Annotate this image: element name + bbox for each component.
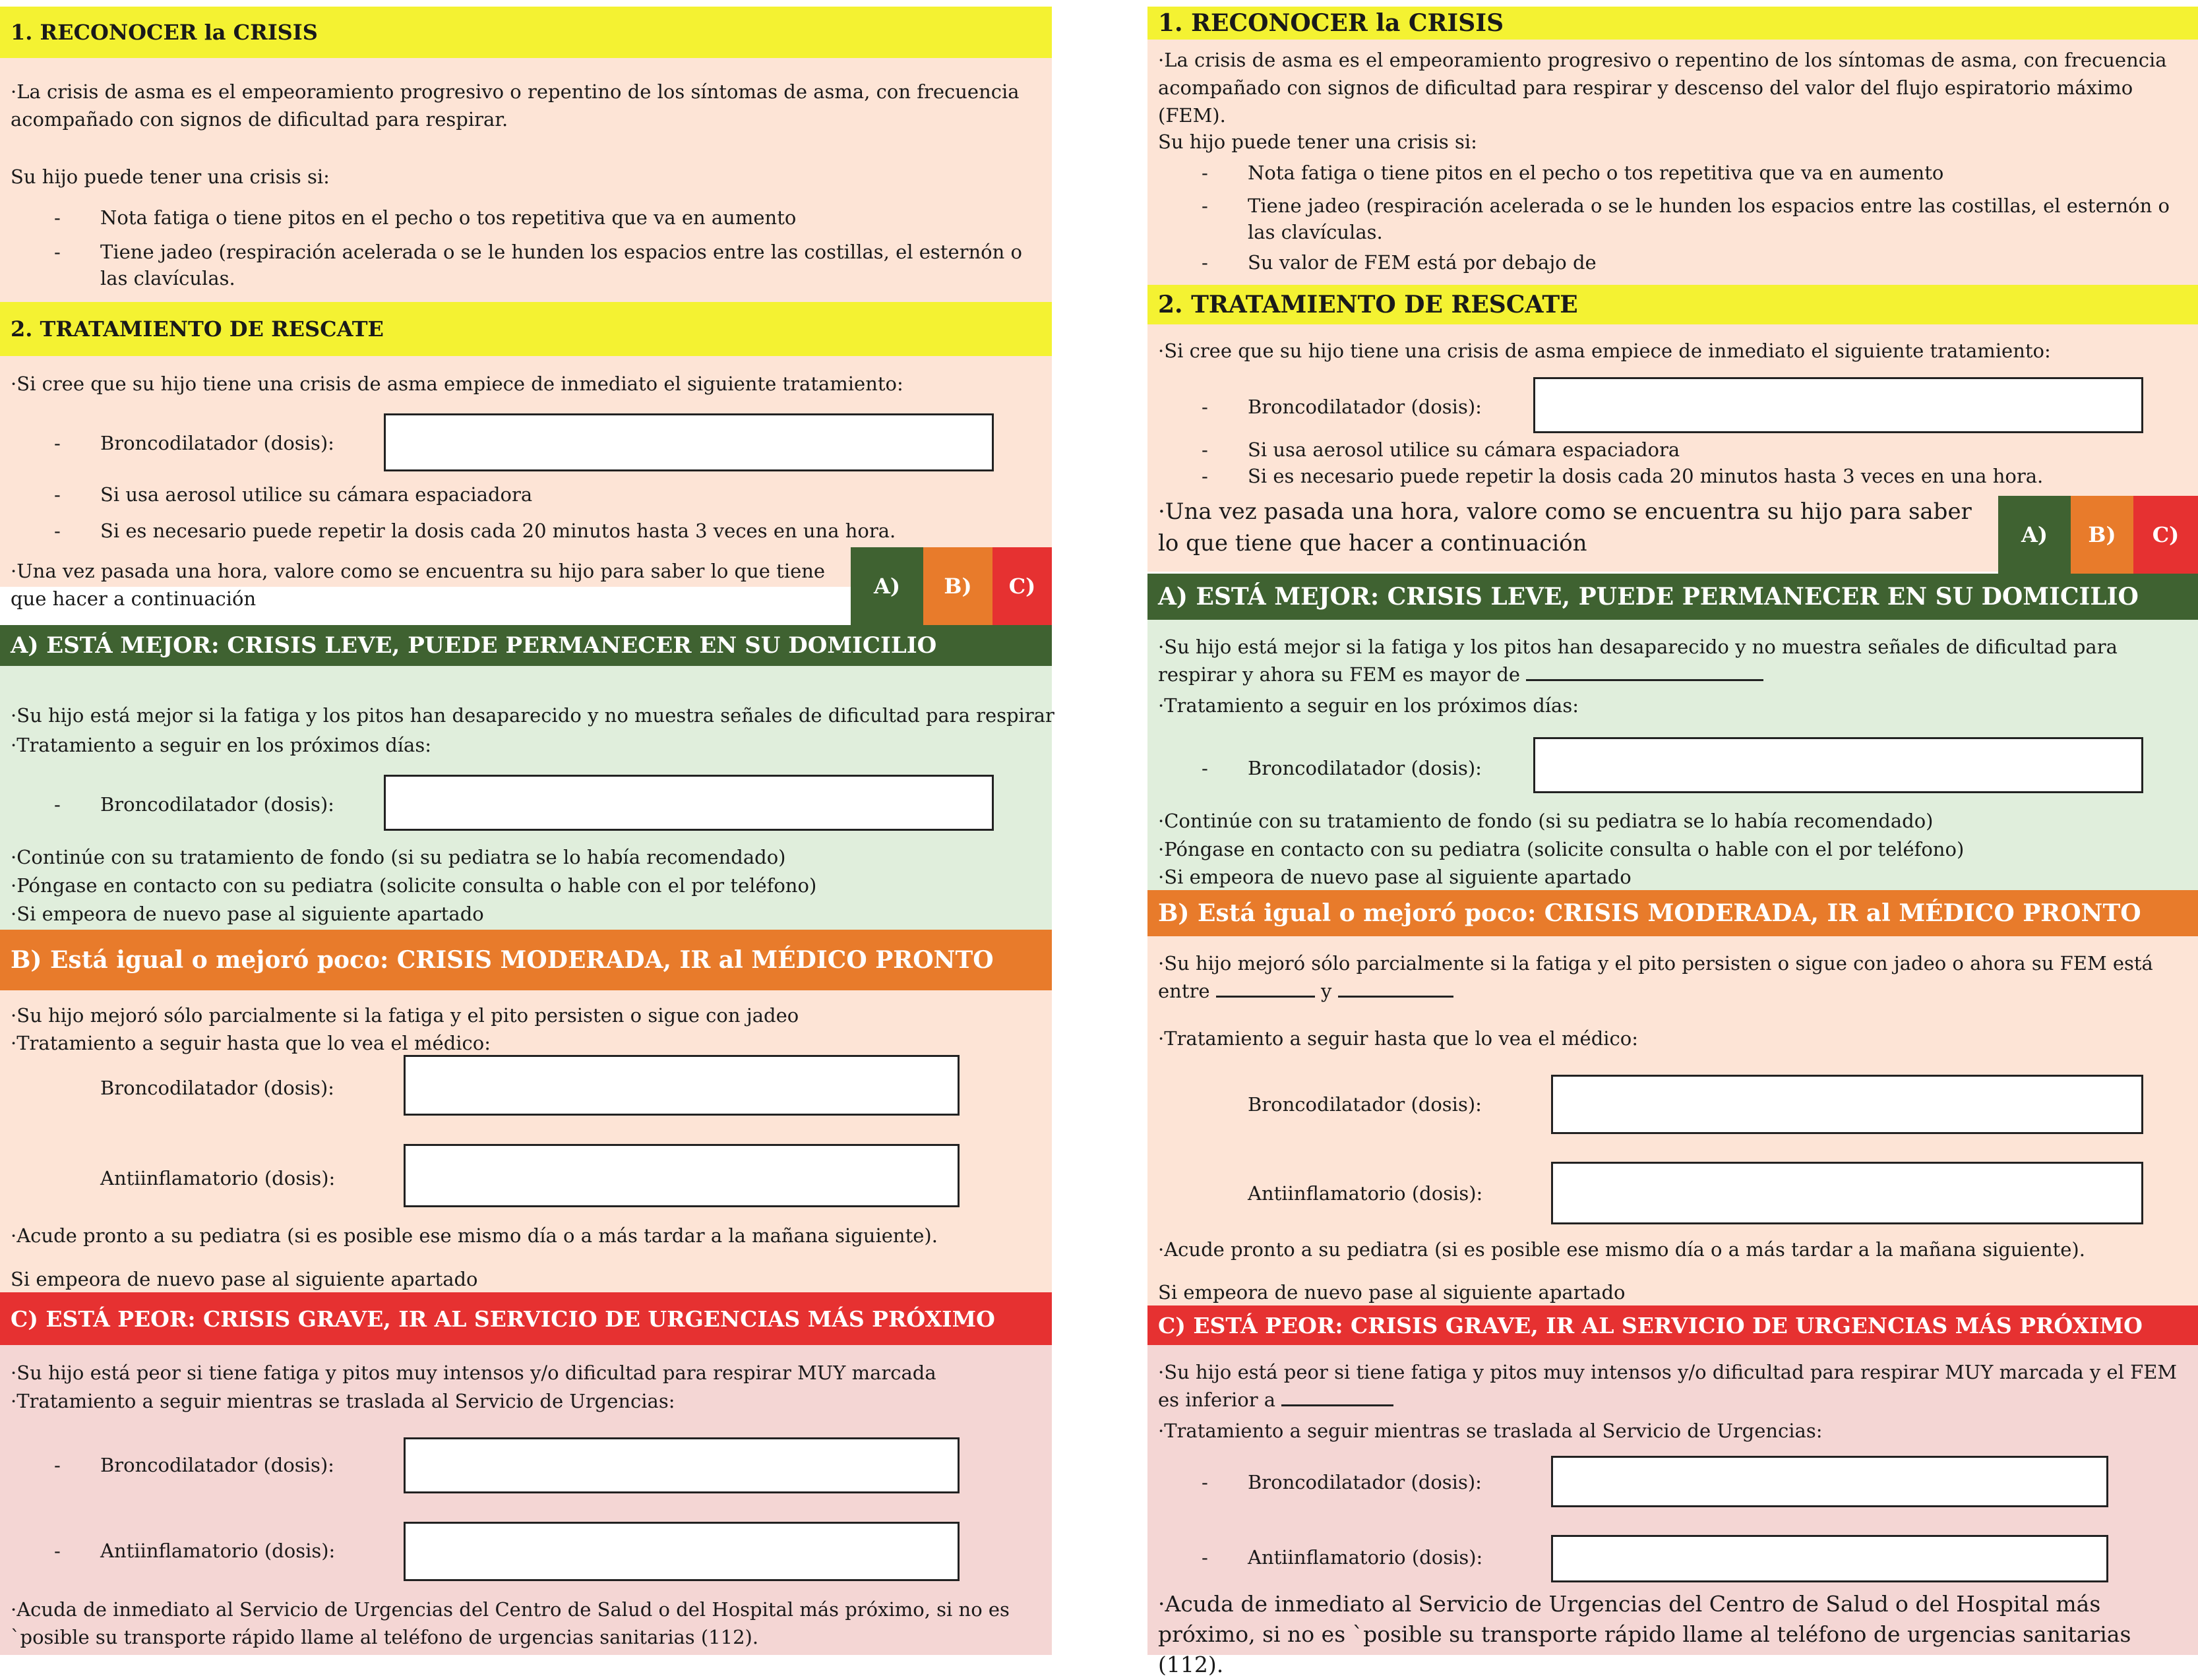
mild-worsen: ·Si empeora de nuevo pase al siguiente apartado [1158, 866, 1632, 888]
moderate-antiinflammatory-label: Antiinflamatorio (dosis): [100, 1167, 336, 1189]
severe-bronchodilator-dose-field[interactable] [404, 1437, 960, 1493]
rescue-bronchodilator-label: Broncodilatador (dosis): [1248, 396, 1482, 418]
fem-upper-blank[interactable] [1338, 977, 1453, 998]
moderate-bronchodilator-label: Broncodilatador (dosis): [1248, 1093, 1482, 1116]
right-panel [1147, 7, 2198, 1677]
recognize-bullet-1: Nota fatiga o tiene pitos en el pecho o tos repetitiva que va en aumento [100, 206, 797, 229]
bullet-dash: - [54, 206, 61, 229]
severe-bronchodilator-label: Broncodilatador (dosis): [100, 1454, 334, 1476]
moderate-see-doctor: ·Acude pronto a su pediatra (si es posible ese mismo día o a más tardar a la mañana siguiente). [11, 1224, 938, 1247]
rescue-paragraph: ·Si cree que su hijo tiene una crisis de asma empiece de inmediato el siguiente tratamiento: [1158, 340, 2051, 362]
recognize-intro: Su hijo puede tener una crisis si: [1158, 131, 1477, 153]
severe-antiinflammatory-label: Antiinflamatorio (dosis): [1248, 1546, 1483, 1569]
bronchodilator-dose-field[interactable] [1533, 377, 2143, 433]
moderate-antiinflammatory-dose-field[interactable] [404, 1144, 960, 1207]
severe-paragraph [1158, 1358, 2187, 1414]
fem-range-conjunction: y [1320, 980, 1332, 1002]
mild-bronchodilator-label: Broncodilatador (dosis): [100, 793, 334, 816]
bullet-dash: - [1202, 396, 1208, 418]
severe-emergency: ·Acuda de inmediato al Servicio de Urgencias del Centro de Salud o del Hospital más próximo, si no es `posible su transporte rápido llame al teléfono de urgencias sanitarias (112). [11, 1598, 1010, 1648]
severity-legend [851, 547, 1052, 625]
moderate-treatment-intro: ·Tratamiento a seguir hasta que lo vea el médico: [1158, 1027, 1639, 1050]
bullet-dash: - [1202, 251, 1208, 274]
rescue-paragraph: ·Si cree que su hijo tiene una crisis de asma empiece de inmediato el siguiente tratamiento: [11, 373, 903, 395]
bullet-dash: - [54, 241, 61, 263]
moderate-worsen: Si empeora de nuevo pase al siguiente apartado [11, 1268, 478, 1290]
mild-contact: ·Póngase en contacto con su pediatra (solicite consulta o hable con el por teléfono) [11, 874, 817, 897]
severe-paragraph: ·Su hijo está peor si tiene fatiga y pitos muy intensos y/o dificultad para respirar MUY marcada [11, 1362, 936, 1384]
recognize-bullet-2: Tiene jadeo (respiración acelerada o se le hunden los espacios entre las costillas, el esternón o las clavículas. [100, 241, 1022, 289]
severe-paragraph-text: ·Su hijo está peor si tiene fatiga y pitos muy intensos y/o dificultad para respirar MUY marcada y el FEM es inferior a [1158, 1361, 2178, 1411]
severe-bronchodilator-label: Broncodilatador (dosis): [1248, 1471, 1482, 1493]
severe-antiinflammatory-dose-field[interactable] [404, 1522, 960, 1581]
rescue-bullet-aerosol: Si usa aerosol utilice su cámara espaciadora [1248, 438, 1680, 461]
section-header-severe: C) ESTÁ PEOR: CRISIS GRAVE, IR AL SERVICIO DE URGENCIAS MÁS PRÓXIMO [1147, 1305, 2198, 1345]
bullet-dash: - [54, 520, 61, 542]
moderate-antiinflammatory-dose-field[interactable] [1551, 1162, 2143, 1224]
mild-treatment-intro: ·Tratamiento a seguir en los próximos días: [1158, 694, 1579, 717]
rescue-bullet-repeat: Si es necesario puede repetir la dosis cada 20 minutos hasta 3 veces en una hora. [100, 520, 896, 542]
moderate-antiinflammatory-label: Antiinflamatorio (dosis): [1248, 1182, 1483, 1205]
section-header-rescue: 2. TRATAMIENTO DE RESCATE [0, 302, 1052, 356]
fem-lower-blank[interactable] [1216, 977, 1315, 998]
bullet-dash: - [54, 432, 61, 454]
severe-bronchodilator-dose-field[interactable] [1551, 1456, 2108, 1507]
section-header-mild: A) ESTÁ MEJOR: CRISIS LEVE, PUEDE PERMANECER EN SU DOMICILIO [0, 625, 1052, 666]
section-mild [1147, 620, 2198, 890]
section-header-recognize: 1. RECONOCER la CRISIS [1147, 7, 2198, 40]
mild-contact: ·Póngase en contacto con su pediatra (solicite consulta o hable con el por teléfono) [1158, 838, 1965, 860]
section-header-moderate: B) Está igual o mejoró poco: CRISIS MODERADA, IR al MÉDICO PRONTO [0, 930, 1052, 990]
bullet-dash: - [54, 793, 61, 816]
mild-bronchodilator-dose-field[interactable] [1533, 737, 2143, 793]
legend-b: B) [2071, 496, 2133, 574]
legend-b: B) [923, 547, 992, 625]
severe-emergency: ·Acuda de inmediato al Servicio de Urgencias del Centro de Salud o del Hospital más próximo, si no es `posible su transporte rápido llame al teléfono de urgencias sanitarias (112). [1158, 1591, 2131, 1677]
bullet-dash: - [1202, 1546, 1208, 1569]
mild-paragraph-text: ·Su hijo está mejor si la fatiga y los pitos han desaparecido y no muestra señales de dificultad para respirar y ahora su FEM es mayor de [1158, 636, 2118, 686]
moderate-paragraph: ·Su hijo mejoró sólo parcialmente si la fatiga y el pito persisten o sigue con jadeo [11, 1004, 799, 1027]
bullet-dash: - [54, 1540, 61, 1562]
bullet-dash: - [54, 483, 61, 506]
rescue-evaluate: ·Una vez pasada una hora, valore como se encuentra su hijo para saber lo que tiene que hacer a continuación [11, 560, 826, 610]
severe-treatment-intro: ·Tratamiento a seguir mientras se traslada al Servicio de Urgencias: [1158, 1420, 1823, 1442]
moderate-treatment-intro: ·Tratamiento a seguir hasta que lo vea el médico: [11, 1032, 491, 1054]
recognize-paragraph: ·La crisis de asma es el empeoramiento progresivo o repentino de los síntomas de asma, con frecuencia acompañado con signos de dificultad para respirar. [11, 80, 1020, 131]
mild-continue: ·Continúe con su tratamiento de fondo (si su pediatra se lo había recomendado) [11, 846, 786, 868]
fem-min-blank[interactable] [1526, 661, 1763, 681]
recognize-bullet-fem: Su valor de FEM está por debajo de [1248, 251, 1597, 274]
section-header-severe: C) ESTÁ PEOR: CRISIS GRAVE, IR AL SERVICIO DE URGENCIAS MÁS PRÓXIMO [0, 1292, 1052, 1345]
section-moderate [1147, 936, 2198, 1305]
legend-c: C) [2133, 496, 2198, 574]
section-recognize [0, 58, 1052, 302]
recognize-paragraph: ·La crisis de asma es el empeoramiento progresivo o repentino de los síntomas de asma, con frecuencia acompañado con signos de dificultad para respirar y descenso del valor del flujo espiratorio máximo (FEM). [1158, 49, 2167, 127]
rescue-bullet-repeat: Si es necesario puede repetir la dosis cada 20 minutos hasta 3 veces en una hora. [1248, 465, 2044, 487]
moderate-bronchodilator-dose-field[interactable] [1551, 1075, 2143, 1134]
bullet-dash: - [54, 1454, 61, 1476]
recognize-bullet-1: Nota fatiga o tiene pitos en el pecho o tos repetitiva que va en aumento [1248, 162, 1944, 184]
mild-continue: ·Continúe con su tratamiento de fondo (si su pediatra se lo había recomendado) [1158, 810, 1934, 832]
moderate-worsen: Si empeora de nuevo pase al siguiente apartado [1158, 1281, 1626, 1304]
recognize-bullet-2: Tiene jadeo (respiración acelerada o se le hunden los espacios entre las costillas, el esternón o las clavículas. [1248, 195, 2170, 243]
mild-worsen: ·Si empeora de nuevo pase al siguiente apartado [11, 903, 484, 925]
section-header-recognize: 1. RECONOCER la CRISIS [0, 7, 1052, 58]
recognize-intro: Su hijo puede tener una crisis si: [11, 165, 330, 188]
moderate-paragraph [1158, 949, 2187, 1005]
rescue-evaluate: ·Una vez pasada una hora, valore como se encuentra su hijo para saber lo que tiene que hacer a continuación [1158, 498, 1972, 556]
fem-severe-blank[interactable] [1281, 1386, 1393, 1406]
mild-bronchodilator-label: Broncodilatador (dosis): [1248, 757, 1482, 779]
section-header-moderate: B) Está igual o mejoró poco: CRISIS MODERADA, IR al MÉDICO PRONTO [1147, 890, 2198, 936]
section-recognize [1147, 40, 2198, 285]
bullet-dash: - [1202, 1471, 1208, 1493]
bullet-dash: - [1202, 465, 1208, 487]
section-mild [0, 666, 1052, 930]
severe-antiinflammatory-dose-field[interactable] [1551, 1535, 2108, 1582]
section-moderate [0, 990, 1052, 1292]
legend-a: A) [1998, 496, 2071, 574]
section-header-rescue: 2. TRATAMIENTO DE RESCATE [1147, 285, 2198, 324]
section-header-mild: A) ESTÁ MEJOR: CRISIS LEVE, PUEDE PERMANECER EN SU DOMICILIO [1147, 574, 2198, 620]
bullet-dash: - [1202, 195, 1208, 217]
mild-treatment-intro: ·Tratamiento a seguir en los próximos días: [11, 734, 431, 756]
moderate-bronchodilator-dose-field[interactable] [404, 1055, 960, 1116]
bullet-dash: - [1202, 757, 1208, 779]
moderate-paragraph-text: ·Su hijo mejoró sólo parcialmente si la fatiga y el pito persisten o sigue con jadeo o ahora su FEM está entre [1158, 952, 2153, 1002]
moderate-bronchodilator-label: Broncodilatador (dosis): [100, 1077, 334, 1099]
mild-paragraph [1158, 633, 2187, 688]
mild-paragraph: ·Su hijo está mejor si la fatiga y los pitos han desaparecido y no muestra señales de dificultad para respirar [11, 704, 1054, 727]
moderate-see-doctor: ·Acude pronto a su pediatra (si es posible ese mismo día o a más tardar a la mañana siguiente). [1158, 1238, 2085, 1261]
left-panel [0, 7, 1052, 1655]
severe-antiinflammatory-label: Antiinflamatorio (dosis): [100, 1540, 336, 1562]
section-severe [1147, 1345, 2198, 1677]
legend-c: C) [992, 547, 1052, 625]
section-severe [0, 1345, 1052, 1655]
rescue-bronchodilator-label: Broncodilatador (dosis): [100, 432, 334, 454]
bullet-dash: - [1202, 438, 1208, 461]
severity-legend [1998, 496, 2198, 574]
legend-a: A) [851, 547, 923, 625]
severe-treatment-intro: ·Tratamiento a seguir mientras se traslada al Servicio de Urgencias: [11, 1390, 675, 1412]
bullet-dash: - [1202, 162, 1208, 184]
mild-bronchodilator-dose-field[interactable] [384, 775, 994, 831]
bronchodilator-dose-field[interactable] [384, 413, 994, 471]
rescue-bullet-aerosol: Si usa aerosol utilice su cámara espaciadora [100, 483, 533, 506]
